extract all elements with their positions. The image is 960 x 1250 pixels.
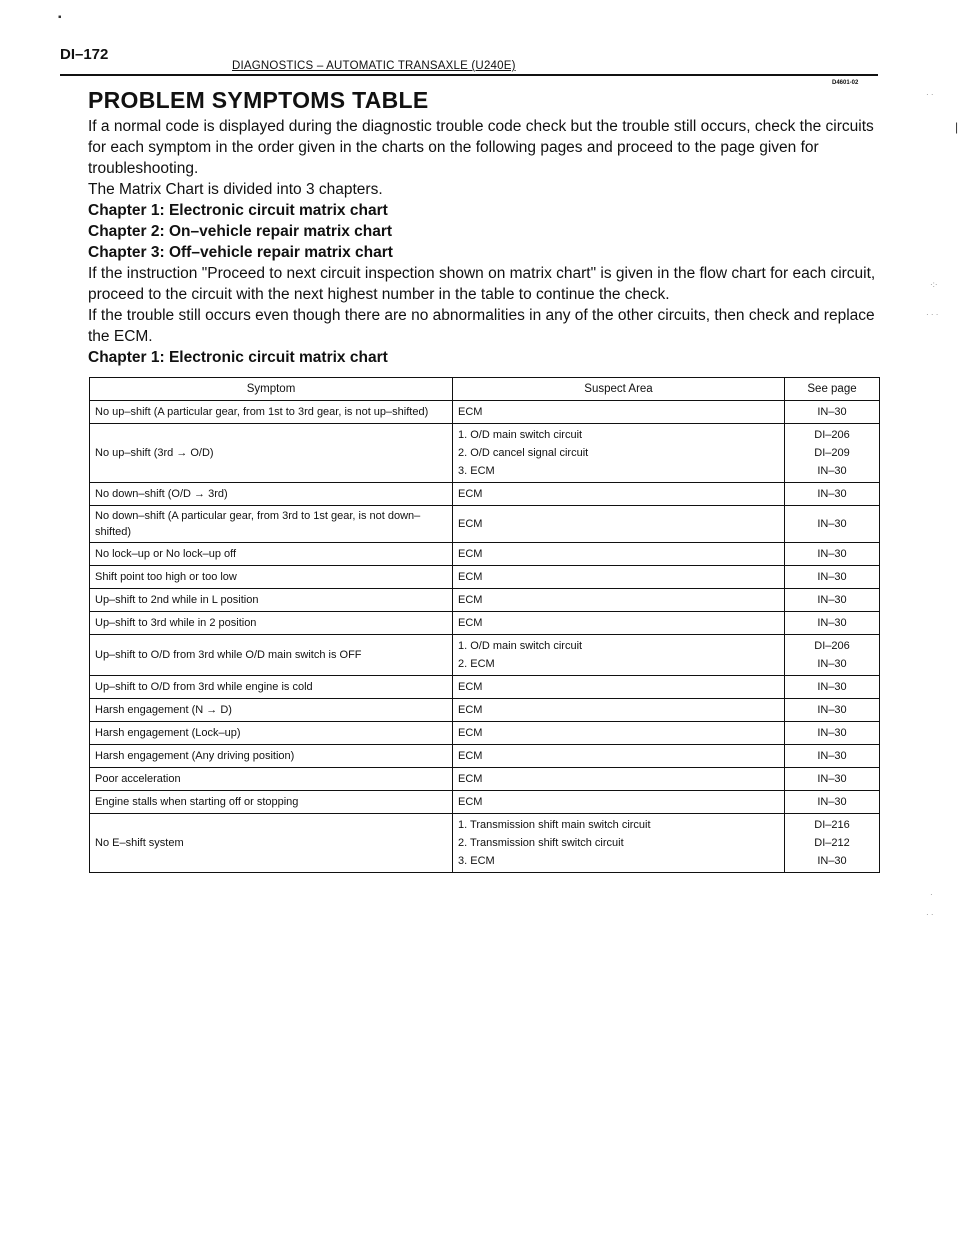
see-page-cell bbox=[785, 483, 880, 506]
see-page-cell bbox=[785, 722, 880, 745]
page-reference: IN–30 bbox=[817, 750, 847, 762]
suspect-area-cell bbox=[453, 566, 785, 589]
suspect-area-item: 2. O/D cancel signal circuit bbox=[458, 447, 589, 459]
symptom-cell: No up–shift (A particular gear, from 1st to 3rd gear, is not up–shifted) bbox=[90, 401, 453, 424]
chapter-3-label: Chapter 3: Off–vehicle repair matrix chart bbox=[88, 244, 393, 261]
scan-mark: · · · bbox=[926, 310, 939, 319]
suspect-area-item: ECM bbox=[458, 518, 483, 530]
table-row bbox=[90, 506, 880, 543]
see-page-cell bbox=[785, 676, 880, 699]
page-reference: IN–30 bbox=[817, 704, 847, 716]
suspect-area-item: ECM bbox=[458, 796, 483, 808]
page-reference: IN–30 bbox=[817, 548, 847, 560]
table-row bbox=[90, 424, 880, 483]
symptom-cell: No down–shift (O/D → 3rd) bbox=[90, 483, 453, 506]
see-page-cell bbox=[785, 589, 880, 612]
page-reference: IN–30 bbox=[817, 594, 847, 606]
table-header-row bbox=[90, 378, 880, 401]
suspect-area-cell bbox=[453, 635, 785, 676]
table-row bbox=[90, 791, 880, 814]
table-row bbox=[90, 676, 880, 699]
header-suspect-area: Suspect Area bbox=[453, 378, 785, 401]
intro-paragraph-2: The Matrix Chart is divided into 3 chapters. bbox=[88, 181, 383, 198]
page-title: PROBLEM SYMPTOMS TABLE bbox=[88, 87, 429, 113]
page-reference: DI–206 bbox=[814, 429, 850, 441]
suspect-area-item: ECM bbox=[458, 617, 483, 629]
symptom-cell: Poor acceleration bbox=[90, 768, 453, 791]
running-header bbox=[232, 60, 516, 72]
table-body bbox=[90, 401, 880, 873]
suspect-area-item: ECM bbox=[458, 773, 483, 785]
suspect-area-cell bbox=[453, 722, 785, 745]
scan-mark: ·:· bbox=[930, 280, 938, 289]
page-reference: IN–30 bbox=[817, 406, 847, 418]
suspect-area-cell bbox=[453, 483, 785, 506]
suspect-area-cell bbox=[453, 589, 785, 612]
suspect-area-cell bbox=[453, 612, 785, 635]
page-reference: IN–30 bbox=[817, 681, 847, 693]
page-reference: IN–30 bbox=[817, 488, 847, 500]
scan-mark: · bbox=[930, 890, 933, 899]
suspect-area-item: 1. Transmission shift main switch circuit bbox=[458, 819, 651, 831]
suspect-area-item: ECM bbox=[458, 406, 483, 418]
symptom-cell: Harsh engagement (Any driving position) bbox=[90, 745, 453, 768]
symptom-cell: Shift point too high or too low bbox=[90, 566, 453, 589]
page-reference: IN–30 bbox=[817, 465, 847, 477]
suspect-area-cell bbox=[453, 401, 785, 424]
see-page-cell bbox=[785, 401, 880, 424]
symptom-cell: No down–shift (A particular gear, from 3rd to 1st gear, is not down–shifted) bbox=[90, 506, 453, 543]
header-symptom: Symptom bbox=[90, 378, 453, 401]
suspect-area-item: ECM bbox=[458, 548, 483, 560]
intro-paragraph-4: If the trouble still occurs even though there are no abnormalities in any of the other circuits, then check and replace the ECM. bbox=[88, 307, 875, 345]
symptom-cell: Up–shift to O/D from 3rd while O/D main switch is OFF bbox=[90, 635, 453, 676]
page-reference: IN–30 bbox=[817, 571, 847, 583]
see-page-cell bbox=[785, 699, 880, 722]
intro-paragraph-3: If the instruction "Proceed to next circuit inspection shown on matrix chart" is given in the flow chart for each circuit, proceed to the circuit with the next highest number in the table to continue the check. bbox=[88, 265, 876, 303]
header-see-page: See page bbox=[785, 378, 880, 401]
table-row bbox=[90, 566, 880, 589]
page-number: DI–172 bbox=[60, 46, 109, 63]
suspect-area-cell bbox=[453, 506, 785, 543]
suspect-area-item: ECM bbox=[458, 594, 483, 606]
suspect-area-item: ECM bbox=[458, 681, 483, 693]
scan-mark: ▪ bbox=[58, 12, 62, 23]
intro-paragraph-1: If a normal code is displayed during the diagnostic trouble code check but the trouble still occurs, check the circuits for each symptom in the order given in the charts on the following pages and proceed to the page given for troubleshooting. bbox=[88, 118, 874, 177]
see-page-cell bbox=[785, 635, 880, 676]
suspect-area-item: 1. O/D main switch circuit bbox=[458, 429, 583, 441]
table-row bbox=[90, 612, 880, 635]
table-row bbox=[90, 483, 880, 506]
symptom-cell: No E–shift system bbox=[90, 814, 453, 873]
see-page-cell bbox=[785, 612, 880, 635]
suspect-area-cell bbox=[453, 699, 785, 722]
scan-mark: · · bbox=[926, 910, 934, 919]
page-reference: IN–30 bbox=[817, 796, 847, 808]
table-row bbox=[90, 722, 880, 745]
page-reference: DI–212 bbox=[814, 837, 850, 849]
table-row bbox=[90, 768, 880, 791]
see-page-cell bbox=[785, 506, 880, 543]
symptom-cell: Harsh engagement (N → D) bbox=[90, 699, 453, 722]
section-title: Chapter 1: Electronic circuit matrix chart bbox=[88, 349, 388, 366]
intro-text bbox=[88, 116, 888, 368]
suspect-area-item: 2. ECM bbox=[458, 658, 495, 670]
symptom-cell: Up–shift to 2nd while in L position bbox=[90, 589, 453, 612]
page-reference: IN–30 bbox=[817, 518, 847, 530]
see-page-cell bbox=[785, 768, 880, 791]
page-reference: IN–30 bbox=[817, 658, 847, 670]
symptom-cell: Up–shift to 3rd while in 2 position bbox=[90, 612, 453, 635]
suspect-area-item: ECM bbox=[458, 750, 483, 762]
running-header-text: DIAGNOSTICS – AUTOMATIC TRANSAXLE (U240E) bbox=[232, 60, 516, 72]
see-page-cell bbox=[785, 424, 880, 483]
suspect-area-cell bbox=[453, 768, 785, 791]
table-row bbox=[90, 589, 880, 612]
table-row bbox=[90, 699, 880, 722]
suspect-area-item: 2. Transmission shift switch circuit bbox=[458, 837, 624, 849]
document-code: D4601-02 bbox=[832, 80, 859, 86]
suspect-area-item: ECM bbox=[458, 571, 483, 583]
see-page-cell bbox=[785, 566, 880, 589]
suspect-area-cell bbox=[453, 424, 785, 483]
page-reference: IN–30 bbox=[817, 773, 847, 785]
table-row bbox=[90, 745, 880, 768]
table-row bbox=[90, 635, 880, 676]
symptom-matrix-table bbox=[89, 377, 880, 873]
table-row bbox=[90, 401, 880, 424]
symptom-cell: Engine stalls when starting off or stopping bbox=[90, 791, 453, 814]
suspect-area-cell bbox=[453, 791, 785, 814]
see-page-cell bbox=[785, 791, 880, 814]
suspect-area-item: ECM bbox=[458, 488, 483, 500]
suspect-area-item: 3. ECM bbox=[458, 465, 495, 477]
suspect-area-cell bbox=[453, 543, 785, 566]
table-row bbox=[90, 543, 880, 566]
page-reference: DI–216 bbox=[814, 819, 850, 831]
symptom-cell: Harsh engagement (Lock–up) bbox=[90, 722, 453, 745]
suspect-area-cell bbox=[453, 676, 785, 699]
page-reference: DI–209 bbox=[814, 447, 850, 459]
scan-mark: | bbox=[955, 120, 959, 134]
suspect-area-item: ECM bbox=[458, 727, 483, 739]
chapter-1-label: Chapter 1: Electronic circuit matrix chart bbox=[88, 202, 388, 219]
suspect-area-cell bbox=[453, 814, 785, 873]
scan-mark: · · bbox=[926, 90, 934, 99]
symptom-cell: No up–shift (3rd → O/D) bbox=[90, 424, 453, 483]
symptom-cell: Up–shift to O/D from 3rd while engine is cold bbox=[90, 676, 453, 699]
table-row bbox=[90, 814, 880, 873]
see-page-cell bbox=[785, 814, 880, 873]
suspect-area-item: ECM bbox=[458, 704, 483, 716]
header-rule bbox=[60, 74, 878, 76]
see-page-cell bbox=[785, 543, 880, 566]
see-page-cell bbox=[785, 745, 880, 768]
chapter-2-label: Chapter 2: On–vehicle repair matrix chart bbox=[88, 223, 393, 240]
page-reference: DI–206 bbox=[814, 640, 850, 652]
suspect-area-cell bbox=[453, 745, 785, 768]
page-reference: IN–30 bbox=[817, 617, 847, 629]
page-reference: IN–30 bbox=[817, 727, 847, 739]
suspect-area-item: 3. ECM bbox=[458, 855, 495, 867]
suspect-area-item: 1. O/D main switch circuit bbox=[458, 640, 583, 652]
page-reference: IN–30 bbox=[817, 855, 847, 867]
symptom-cell: No lock–up or No lock–up off bbox=[90, 543, 453, 566]
